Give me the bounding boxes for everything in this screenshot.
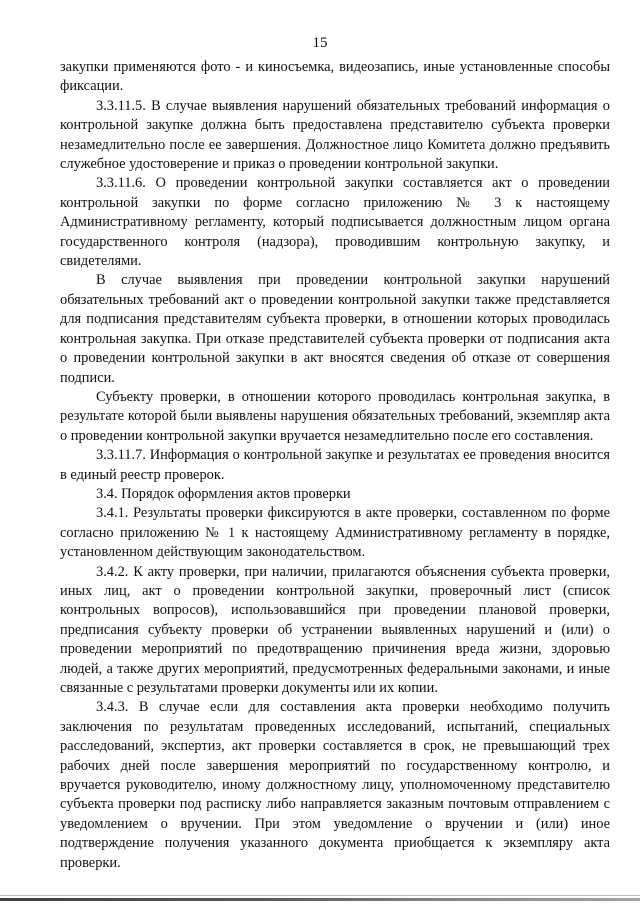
section-heading-3-4: 3.4. Порядок оформления актов проверки [96,485,351,502]
paragraph-3-4-3: 3.4.3. В случае если для составления акта проверки необходимо получить заключения по результатам проведенных исследований, испытаний, специальных расследований, экспертиз, акт проверки составляется в срок, не превышающий трех рабочих дней после завершения мероприятий по государственному контролю, и вручается руководителю, иному должностному лицу, уполномоченному представителю субъекта проверки под расписку либо направляется заказным почтовым отправлением с уведомлением о вручении. При этом уведомление о вручении и (или) иное подтверждение получения указанного документа приобщается к экземпляру акта проверки. [60,699,610,871]
paragraph-3-3-11-5: 3.3.11.5. В случае выявления нарушений обязательных требований информация о контрольной закупке должна быть предоставлена представителю субъекта проверки незамедлительно после ее завершения. Должностное лицо Комитета должно предъявить служебное удостоверение и приказ о проведении контрольной закупки. [60,97,610,173]
paragraph-3-3-11-7: 3.3.11.7. Информация о контрольной закупке и результатах ее проведения вносится в единый реестр проверок. [60,447,610,483]
scan-edge-shadow [0,898,640,901]
document-body [60,58,610,873]
page-number: 15 [312,35,328,51]
paragraph-3-4-2: 3.4.2. К акту проверки, при наличии, прилагаются объяснения субъекта проверки, иных лиц, акт о проведении контрольной закупки, проверочный лист (список контрольных вопросов), использовавшийся при проведении плановой проверки, предписания субъекту проверки об устранении выявленных нарушений и (или) о проведении мероприятий по предотвращению причинения вреда жизни, здоровью людей, а также других мероприятий, предусмотренных федеральными законами, и иные связанные с результатами проверки документы или их копии. [60,563,610,696]
paragraph-act-delivery: Субъекту проверки, в отношении которого проводилась контрольная закупка, в результате которой были выявлены нарушения обязательных требований, экземпляр акта о проведении контрольной закупки вручается незамедлительно после его составления. [60,388,610,444]
paragraph-3-3-11-6: 3.3.11.6. О проведении контрольной закупки составляется акт о проведении контрольной закупки по форме согласно приложению № 3 к настоящему Административному регламенту, который подписывается должностным лицом органа государственного контроля (надзора), проводившим контрольную закупку, и свидетелями. [60,175,610,270]
scan-edge-line [0,895,640,896]
paragraph-3-4-1: 3.4.1. Результаты проверки фиксируются в акте проверки, составленном по форме согласно приложению № 1 к настоящему Административному регламенту в порядке, установленном действующим законодательством. [60,505,610,561]
paragraph-violation-act: В случае выявления при проведении контрольной закупки нарушений обязательных требований акт о проведении контрольной закупки также представляется для подписания представителям субъекта проверки, в отношении которых проводилась контрольная закупка. При отказе представителей субъекта проверки от подписания акта о проведении контрольной закупки в акт вносятся сведения об отказе от совершения подписи. [60,272,610,386]
paragraph-continuation: закупки применяются фото - и киносъемка, видеозапись, иные установленные способы фиксации. [60,59,610,95]
